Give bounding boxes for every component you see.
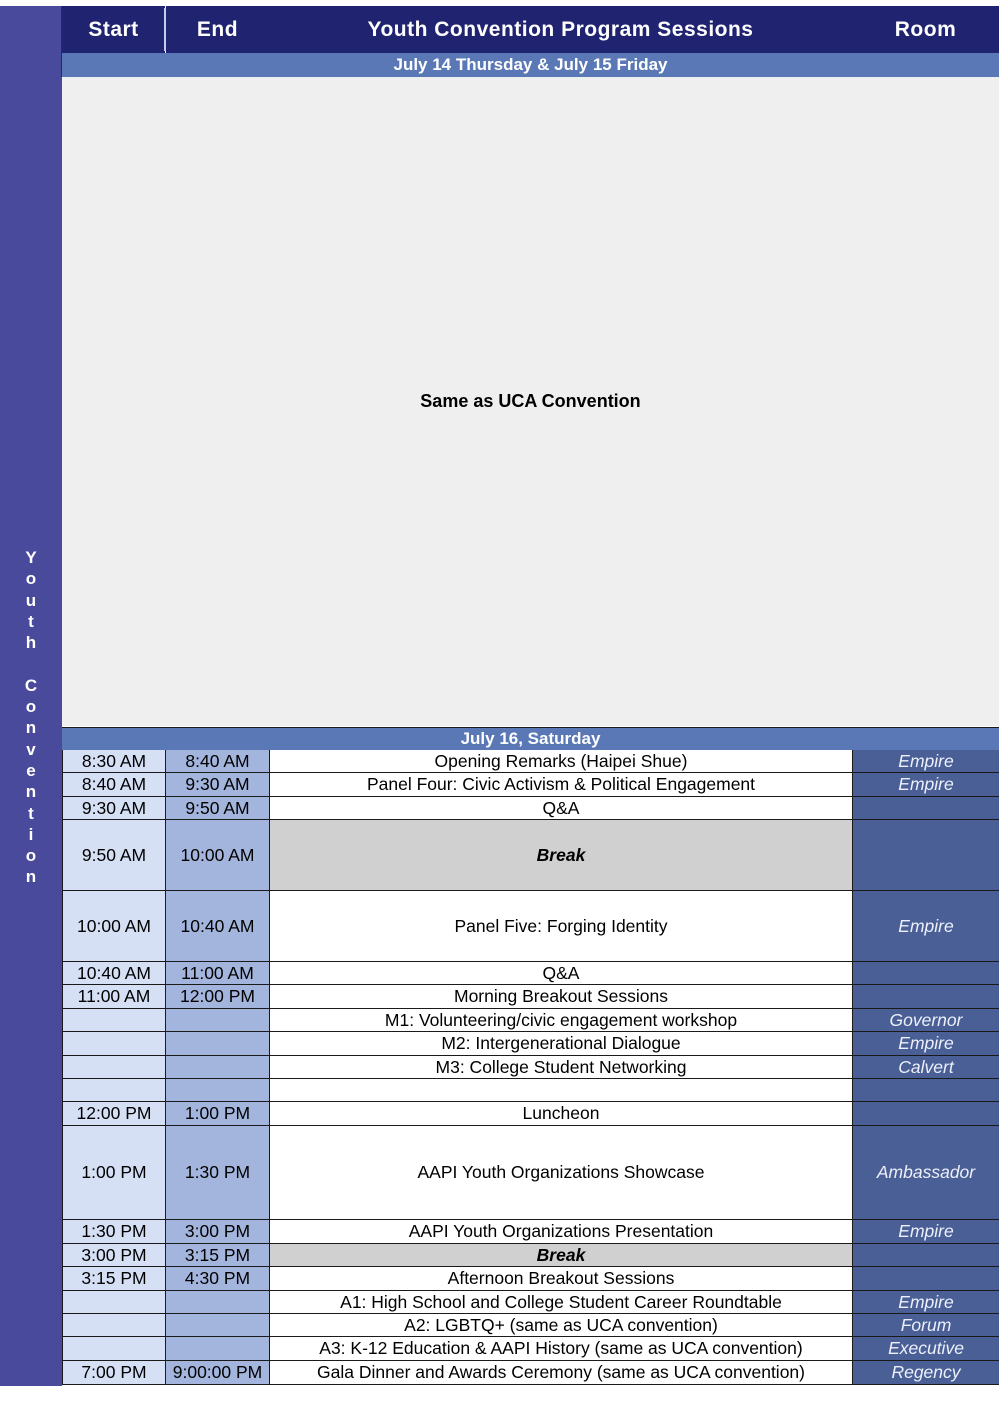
row-session-cell: Panel Four: Civic Activism & Political Engagement — [270, 773, 853, 797]
row-end-cell — [166, 1314, 270, 1337]
row-end-cell: 10:40 AM — [166, 891, 270, 962]
row-room-cell — [853, 820, 999, 891]
row-room-cell: Empire — [853, 1291, 999, 1314]
sidebar-letter: t — [28, 611, 34, 631]
sidebar-vertical-label — [0, 547, 62, 888]
sidebar-letter: i — [28, 824, 34, 844]
header-end: End — [166, 6, 269, 53]
row-start-cell — [62, 1291, 166, 1314]
sidebar-letter: v — [26, 739, 36, 759]
row-end-cell: 9:30 AM — [166, 773, 270, 797]
row-room-cell — [853, 1244, 999, 1267]
sidebar-letter: o — [25, 569, 37, 589]
row-start-cell: 3:00 PM — [62, 1244, 166, 1267]
header-title: Youth Convention Program Sessions — [269, 6, 852, 53]
row-end-cell: 10:00 AM — [166, 820, 270, 891]
row-start-cell: 3:15 PM — [62, 1267, 166, 1291]
row-session-cell: A3: K-12 Education & AAPI History (same as UCA convention) — [270, 1337, 853, 1361]
sidebar-letter: e — [26, 760, 36, 780]
row-end-cell: 3:00 PM — [166, 1220, 270, 1244]
header-room: Room — [852, 6, 999, 53]
row-end-cell: 9:50 AM — [166, 797, 270, 820]
row-end-cell — [166, 1291, 270, 1314]
row-start-cell: 1:30 PM — [62, 1220, 166, 1244]
sidebar-letter: n — [25, 718, 37, 738]
row-end-cell: 11:00 AM — [166, 962, 270, 985]
row-session-cell: Break — [270, 820, 853, 891]
sidebar-youth-convention — [0, 77, 62, 1386]
row-start-cell: 10:40 AM — [62, 962, 166, 985]
header-start: Start — [62, 6, 165, 53]
row-room-cell: Empire — [853, 1032, 999, 1056]
sidebar-letter: C — [24, 675, 38, 695]
row-session-cell — [270, 1079, 853, 1102]
sidebar-letter: n — [25, 782, 37, 802]
row-end-cell: 4:30 PM — [166, 1267, 270, 1291]
row-room-cell: Empire — [853, 1220, 999, 1244]
row-room-cell — [853, 985, 999, 1009]
corner-cell — [0, 6, 62, 77]
row-end-cell: 9:00:00 PM — [166, 1361, 270, 1385]
row-start-cell — [62, 1009, 166, 1032]
row-start-cell: 9:30 AM — [62, 797, 166, 820]
sidebar-letter: Y — [25, 548, 37, 567]
sidebar-letter — [0, 653, 62, 674]
row-end-cell — [166, 1009, 270, 1032]
row-session-cell: AAPI Youth Organizations Showcase — [270, 1126, 853, 1220]
row-room-cell: Calvert — [853, 1056, 999, 1079]
row-session-cell: Afternoon Breakout Sessions — [270, 1267, 853, 1291]
row-start-cell: 9:50 AM — [62, 820, 166, 891]
sidebar-letter: o — [25, 846, 37, 866]
sidebar-letter: u — [25, 590, 37, 610]
row-start-cell: 11:00 AM — [62, 985, 166, 1009]
row-end-cell: 1:30 PM — [166, 1126, 270, 1220]
row-room-cell: Empire — [853, 773, 999, 797]
row-room-cell: Regency — [853, 1361, 999, 1385]
row-end-cell — [166, 1032, 270, 1056]
day1-note: Same as UCA Convention — [62, 77, 999, 726]
row-room-cell: Forum — [853, 1314, 999, 1337]
row-room-cell: Ambassador — [853, 1126, 999, 1220]
row-session-cell: M2: Intergenerational Dialogue — [270, 1032, 853, 1056]
sidebar-letter: h — [25, 633, 37, 653]
row-end-cell: 1:00 PM — [166, 1102, 270, 1126]
row-start-cell: 10:00 AM — [62, 891, 166, 962]
row-session-cell: Q&A — [270, 962, 853, 985]
row-room-cell — [853, 1102, 999, 1126]
row-start-cell: 12:00 PM — [62, 1102, 166, 1126]
day1-banner: July 14 Thursday & July 15 Friday — [62, 53, 999, 77]
row-room-cell — [853, 797, 999, 820]
row-start-cell: 8:30 AM — [62, 750, 166, 773]
row-start-cell — [62, 1056, 166, 1079]
row-room-cell — [853, 962, 999, 985]
sidebar-letter: t — [28, 803, 34, 823]
row-end-cell: 3:15 PM — [166, 1244, 270, 1267]
row-session-cell: Gala Dinner and Awards Ceremony (same as UCA convention) — [270, 1361, 853, 1385]
row-start-cell — [62, 1079, 166, 1102]
row-session-cell: AAPI Youth Organizations Presentation — [270, 1220, 853, 1244]
row-start-cell — [62, 1032, 166, 1056]
row-session-cell: Panel Five: Forging Identity — [270, 891, 853, 962]
row-session-cell: A1: High School and College Student Career Roundtable — [270, 1291, 853, 1314]
row-session-cell: Morning Breakout Sessions — [270, 985, 853, 1009]
row-room-cell: Empire — [853, 750, 999, 773]
row-session-cell: A2: LGBTQ+ (same as UCA convention) — [270, 1314, 853, 1337]
row-start-cell: 8:40 AM — [62, 773, 166, 797]
row-session-cell: Q&A — [270, 797, 853, 820]
row-room-cell: Governor — [853, 1009, 999, 1032]
row-start-cell: 1:00 PM — [62, 1126, 166, 1220]
row-end-cell — [166, 1079, 270, 1102]
row-room-cell: Executive — [853, 1337, 999, 1361]
row-session-cell: M3: College Student Networking — [270, 1056, 853, 1079]
row-end-cell — [166, 1056, 270, 1079]
sidebar-letter: n — [25, 867, 37, 887]
row-end-cell — [166, 1337, 270, 1361]
row-session-cell: Luncheon — [270, 1102, 853, 1126]
row-room-cell — [853, 1079, 999, 1102]
row-end-cell: 12:00 PM — [166, 985, 270, 1009]
row-room-cell — [853, 1267, 999, 1291]
row-end-cell: 8:40 AM — [166, 750, 270, 773]
day2-banner: July 16, Saturday — [62, 727, 999, 750]
row-start-cell — [62, 1314, 166, 1337]
row-session-cell: Break — [270, 1244, 853, 1267]
row-session-cell: M1: Volunteering/civic engagement workshop — [270, 1009, 853, 1032]
row-session-cell: Opening Remarks (Haipei Shue) — [270, 750, 853, 773]
row-room-cell: Empire — [853, 891, 999, 962]
sidebar-letter: o — [25, 697, 37, 717]
row-start-cell — [62, 1337, 166, 1361]
row-start-cell: 7:00 PM — [62, 1361, 166, 1385]
